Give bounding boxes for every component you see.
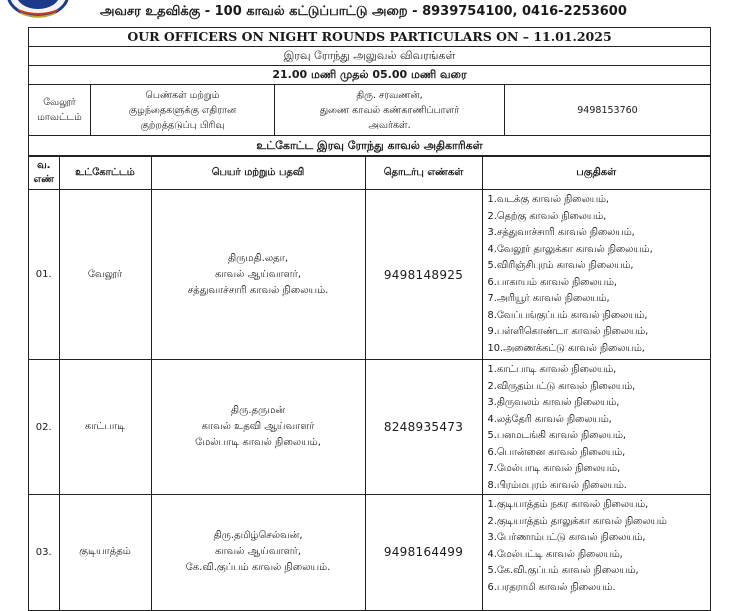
area-item: 2.விருதம்பட்டு காவல் நிலையம், <box>487 380 636 392</box>
district-phone: 9498153760 <box>577 104 638 116</box>
area-item: 9.பள்ளிகொண்டா காவல் நிலையம், <box>487 326 649 337</box>
row-subdivision: காட்பாடி <box>59 360 151 495</box>
area-item: 3.சத்துவாச்சாரி காவல் நிலையம், <box>487 227 635 238</box>
row-sno: 03. <box>29 495 59 610</box>
row-areas <box>482 495 710 610</box>
area-item: 6.பொன்னை காவல் நிலையம், <box>487 446 626 458</box>
area-item: 5.கே.வி.குப்பம் காவல் நிலையம், <box>487 565 639 576</box>
area-item: 3.பேர்ணாம்பட்டு காவல் நிலையம், <box>487 532 646 543</box>
row-subdivision: வேலூர் <box>59 190 151 360</box>
time-range: 21.00 மணி முதல் 05.00 மணி வரை <box>29 66 710 85</box>
row-areas <box>482 190 710 360</box>
area-item: 8.வேப்பங்குப்பம் காவல் நிலையம், <box>487 309 648 321</box>
area-item: 7.அரியூர் காவல் நிலையம், <box>487 293 610 304</box>
document-subtitle: இரவு ரோந்து அலுவல் விவரங்கள் <box>29 47 710 66</box>
subdivision-heading: உட்கோட்ட இரவு ரோந்து காவல் அதிகாரிகள் <box>29 136 710 156</box>
row-phone: 9498148925 <box>365 190 482 360</box>
district-officer-row <box>29 85 710 136</box>
district-officer: திரு. சரவணன், துணை காவல் கண்காணிப்பாளர் அவர்கள். <box>275 85 505 135</box>
police-emblem-icon <box>6 0 70 18</box>
area-item: 4.மேல்பட்டி காவல் நிலையம், <box>487 548 623 560</box>
night-rounds-sheet <box>28 27 711 611</box>
area-item: 1.காட்பாடி காவல் நிலையம், <box>487 364 617 375</box>
column-header-sno: வ. எண் <box>29 157 59 190</box>
area-item: 2.குடியாத்தம் தாலுக்கா காவல் நிலையம் <box>487 515 667 527</box>
area-item: 5.விரிஞ்சிபுரம் காவல் நிலையம், <box>487 260 634 271</box>
row-phone: 8248935473 <box>365 360 482 495</box>
table-row <box>29 360 710 495</box>
row-officer: திரு.தருமன் காவல் உதவி ஆய்வாளர் மேல்பாடி காவல் நிலையம், <box>151 360 365 495</box>
document-title: OUR OFFICERS ON NIGHT ROUNDS PARTICULARS ON – 11.01.2025 <box>29 28 710 47</box>
area-item: 4.வேலூர் தாலுக்கா காவல் நிலையம், <box>487 243 653 255</box>
column-header-phone: தொடர்பு எண்கள் <box>365 157 482 190</box>
row-sno: 01. <box>29 190 59 360</box>
row-officer: திரு.தமிழ்செல்வன், காவல் ஆய்வாளர், கே.வி.குப்பம் காவல் நிலையம். <box>151 495 365 610</box>
row-officer: திருமதி.லதா, காவல் ஆய்வாளர், சத்துவாச்சாரி காவல் நிலையம். <box>151 190 365 360</box>
table-header-row <box>29 157 710 190</box>
area-item: 5.பனமடங்கி காவல் நிலையம், <box>487 430 626 441</box>
area-item: 1.குடியாத்தம் நகர காவல் நிலையம், <box>487 499 649 510</box>
column-header-subdivision: உட்கோட்டம் <box>59 157 151 190</box>
row-subdivision: குடியாத்தம் <box>59 495 151 610</box>
column-header-name: பெயர் மற்றும் பதவி <box>151 157 365 190</box>
officers-table <box>29 156 710 610</box>
area-item: 7.மேல்பாடி காவல் நிலையம், <box>487 463 621 474</box>
table-row <box>29 495 710 610</box>
table-row <box>29 190 710 360</box>
area-item: 3.திருவலம் காவல் நிலையம், <box>487 397 620 408</box>
row-phone: 9498164499 <box>365 495 482 610</box>
district-department: பெண்கள் மற்றும் குழந்தைகளுக்கு எதிரான குற்றத்தடுப்பு பிரிவு <box>91 85 275 135</box>
area-item: 8.பிரம்மபுரம் காவல் நிலையம். <box>487 479 627 491</box>
column-header-areas: பகுதிகள் <box>482 157 710 190</box>
area-item: 6.பாகாயம் காவல் நிலையம், <box>487 276 617 288</box>
area-item: 4.லத்தேரி காவல் நிலையம், <box>487 413 612 425</box>
row-areas <box>482 360 710 495</box>
row-sno: 02. <box>29 360 59 495</box>
area-item: 10.அணைக்கட்டு காவல் நிலையம், <box>487 342 645 354</box>
area-item: 6.பரதராமி காவல் நிலையம். <box>487 581 616 593</box>
district-name: வேலூர் மாவட்டம் <box>29 85 91 135</box>
area-item: 2.தெற்கு காவல் நிலையம், <box>487 210 607 222</box>
emergency-contact-line: அவசர உதவிக்கு - 100 காவல் கட்டுப்பாட்டு அறை - 8939754100, 0416-2253600 <box>100 4 627 19</box>
area-item: 1.வடக்கு காவல் நிலையம், <box>487 194 609 205</box>
